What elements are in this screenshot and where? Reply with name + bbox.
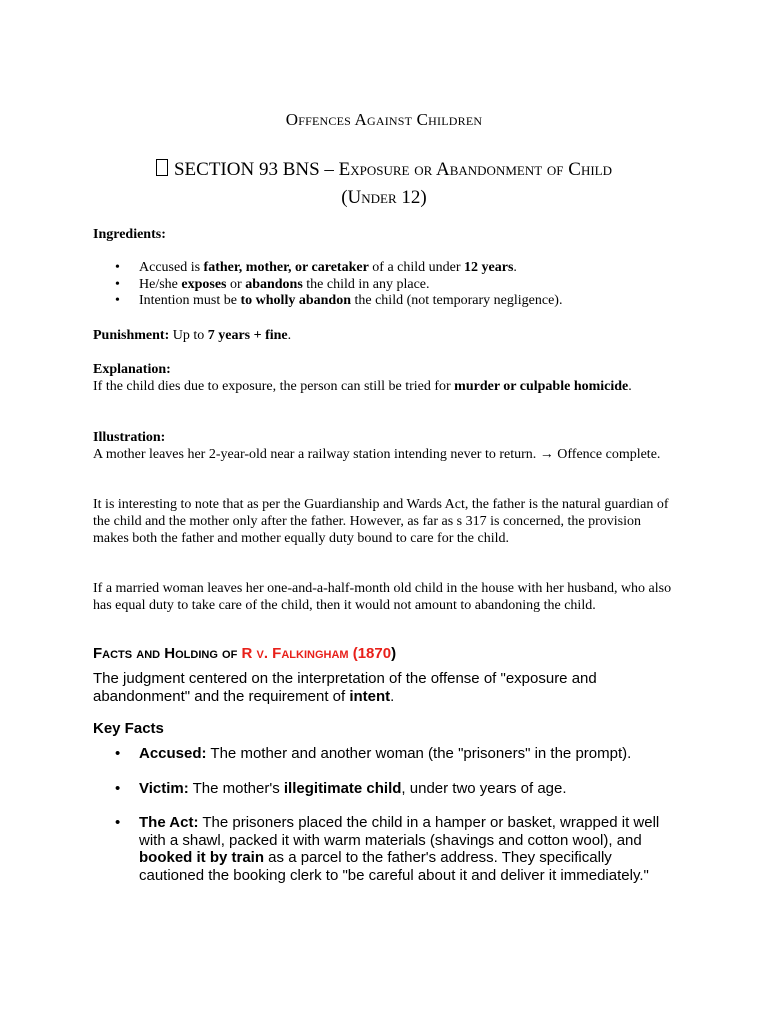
bullet-icon: • xyxy=(115,814,121,831)
paragraph-guardianship: It is interesting to note that as per the Guardianship and Wards Act, the father is the natural guardian of the child and the mother only after the father. However, as far as s 317 is concerned, the provision makes both the father and mother equally duty bound to care for the child. xyxy=(93,497,669,546)
list-item: • Intention must be to wholly abandon the child (not temporary negligence). xyxy=(115,293,563,308)
explanation-heading: Explanation: xyxy=(93,362,171,377)
punishment-line: Punishment: Up to 7 years + fine. xyxy=(93,328,292,343)
list-item: • The Act: The prisoners placed the child in a hamper or basket, wrapped it well with a shawl, packed it with warm materials (shavings and cotton wool), and booked it by train as a parcel to the father's address. They specifically cautioned the booking clerk to "be careful about it and deliver it immediately." xyxy=(115,814,660,884)
list-item: • Accused: The mother and another woman (the "prisoners" in the prompt). xyxy=(115,745,632,762)
checkbox-placeholder-icon xyxy=(156,159,168,176)
section-title-line2: (Under 12) xyxy=(341,187,427,208)
key-facts-heading: Key Facts xyxy=(93,720,164,737)
facts-heading: Facts and Holding of R v. Falkingham (1870) xyxy=(93,645,397,662)
bullet-icon: • xyxy=(115,293,120,308)
ingredients-heading: Ingredients: xyxy=(93,227,166,242)
illustration-block xyxy=(93,429,675,463)
case-name: R v. Falkingham (1870 xyxy=(241,645,392,662)
explanation-block xyxy=(93,361,675,395)
section-title-line1: SECTION 93 BNS – Exposure or Abandonment of Child xyxy=(173,159,613,180)
section-title xyxy=(60,156,708,212)
page-title: Offences Against Children xyxy=(285,110,483,129)
bullet-icon: • xyxy=(115,779,121,797)
list-item: • Accused is father, mother, or caretaker of a child under 12 years. xyxy=(115,260,517,275)
ingredients-list xyxy=(93,260,675,310)
illustration-text: A mother leaves her 2-year-old near a railway station intending never to return. → Offence complete. xyxy=(93,447,661,462)
facts-intro: The judgment centered on the interpretation of the offense of "exposure and abandonment" and the requirement of intent. xyxy=(93,670,597,705)
illustration-heading: Illustration: xyxy=(93,430,166,445)
list-item: • Victim: The mother's illegitimate child, under two years of age. xyxy=(115,779,567,797)
bullet-icon: • xyxy=(115,260,120,275)
key-facts-list xyxy=(93,745,675,884)
paragraph-married-woman: If a married woman leaves her one-and-a-half-month old child in the house with her husband, who also has equal duty to take care of the child, then it would not amount to abandoning the child. xyxy=(93,581,672,613)
list-item: • He/she exposes or abandons the child in any place. xyxy=(115,276,430,292)
bullet-icon: • xyxy=(115,276,120,292)
bullet-icon: • xyxy=(115,745,121,762)
explanation-text: If the child dies due to exposure, the person can still be tried for murder or culpable homicide. xyxy=(93,379,632,394)
